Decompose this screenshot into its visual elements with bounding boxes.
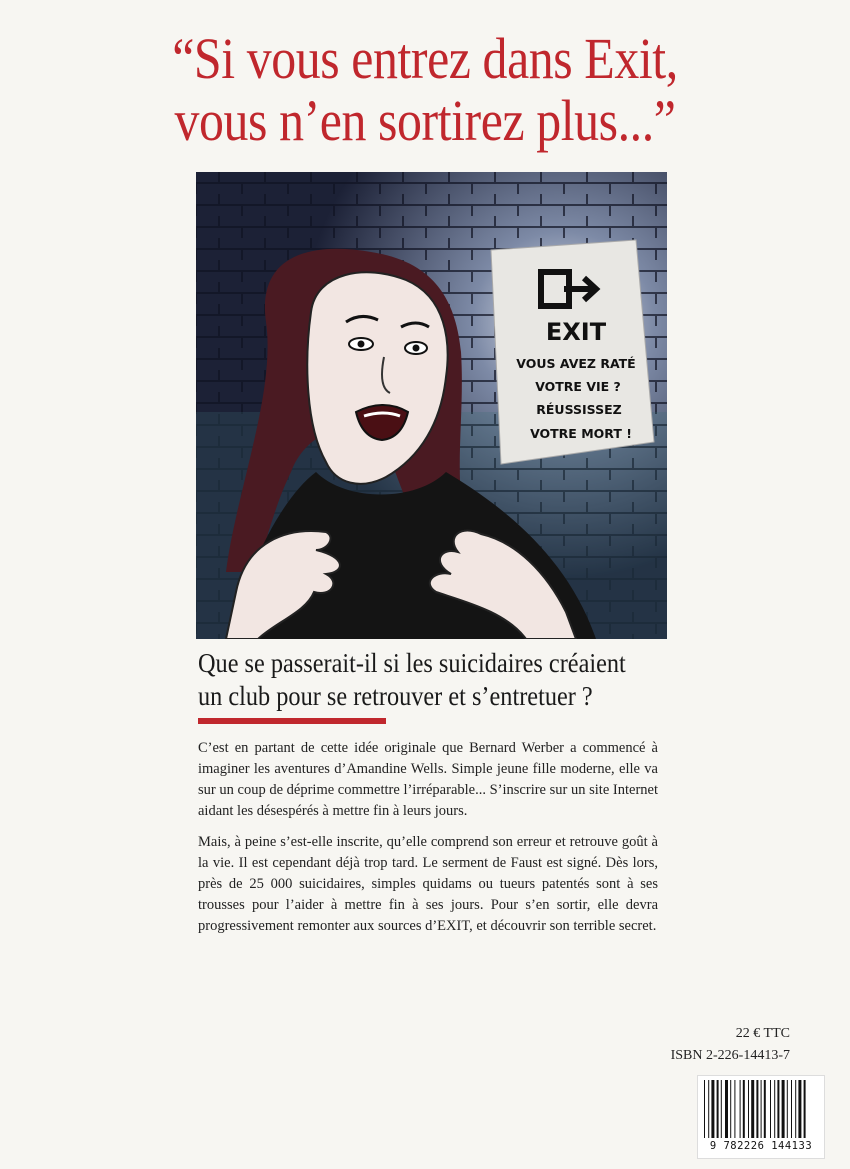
barcode-bar [751, 1080, 754, 1138]
barcode-bar [717, 1080, 719, 1138]
blurb [198, 738, 658, 947]
barcode-bar [734, 1080, 735, 1138]
sign-title: EXIT [545, 318, 607, 346]
sign-line-1: VOUS AVEZ RATÉ [516, 356, 636, 371]
barcode-bar [743, 1080, 745, 1138]
barcode-number: 9 782226 144133 [700, 1140, 822, 1152]
barcode-bar [725, 1080, 728, 1138]
barcode-bar [740, 1080, 741, 1138]
tagline [198, 647, 738, 713]
barcode-bar [770, 1080, 771, 1138]
blurb-paragraph-1: C’est en partant de cette idée originale que Bernard Werber a commencé à imaginer les aventures d’Amandine Wells. Simple jeune fille moderne, elle va sur un coup de déprime commettre l’irréparable... S’inscrire sur un site Internet aidant les désespérés à mettre fin à leurs jours. [198, 740, 658, 819]
quote-line-1: “Si vous entrez dans Exit, [172, 26, 678, 91]
cover-quote [60, 28, 791, 152]
exit-sign [491, 240, 654, 464]
barcode-bar [756, 1080, 758, 1138]
price-label: 22 € TTC [735, 1026, 790, 1041]
barcode-bar [795, 1080, 796, 1138]
sign-line-3: RÉUSSISSEZ [536, 402, 622, 417]
barcode-bar [748, 1080, 749, 1138]
sign-line-4: VOTRE MORT ! [530, 426, 632, 441]
barcode-bars [698, 1076, 824, 1140]
barcode-bar [774, 1080, 775, 1138]
barcode-bar [777, 1080, 779, 1138]
barcode-bar [711, 1080, 714, 1138]
barcode-bar [721, 1080, 722, 1138]
barcode-bar [704, 1080, 705, 1138]
red-divider [198, 718, 386, 724]
barcode-bar [787, 1080, 788, 1138]
barcode-bar [764, 1080, 766, 1138]
illustration-art [196, 172, 667, 639]
blurb-paragraph-2: Mais, à peine s’est-elle inscrite, qu’elle comprend son erreur et retrouve goût à la vie. Il est cependant déjà trop tard. Le serment de Faust est signé. Dès lors, près de 25 000 suicidaires, simples quidams ou tueurs patentés sont à ses trousses pour l’aider à mettre fin à ses jours. Pour s’en sortir, elle devra progressivement remonter aux sources d’EXIT, et découvrir son terrible secret. [198, 834, 658, 934]
barcode-bar [708, 1080, 709, 1138]
tagline-line-2: un club pour se retrouver et s’entretuer ? [198, 681, 593, 711]
quote-line-2: vous n’en sortirez plus...” [174, 88, 676, 153]
sign-line-2: VOTRE VIE ? [535, 379, 621, 394]
barcode-bar [798, 1080, 801, 1138]
isbn-label: ISBN 2-226-14413-7 [670, 1048, 790, 1063]
barcode-bar [782, 1080, 785, 1138]
barcode-bar [804, 1080, 806, 1138]
barcode-bar [730, 1080, 731, 1138]
cover-illustration [196, 172, 667, 639]
tagline-line-1: Que se passerait-il si les suicidaires créaient [198, 648, 626, 678]
barcode-bar [791, 1080, 792, 1138]
barcode-bar [761, 1080, 762, 1138]
